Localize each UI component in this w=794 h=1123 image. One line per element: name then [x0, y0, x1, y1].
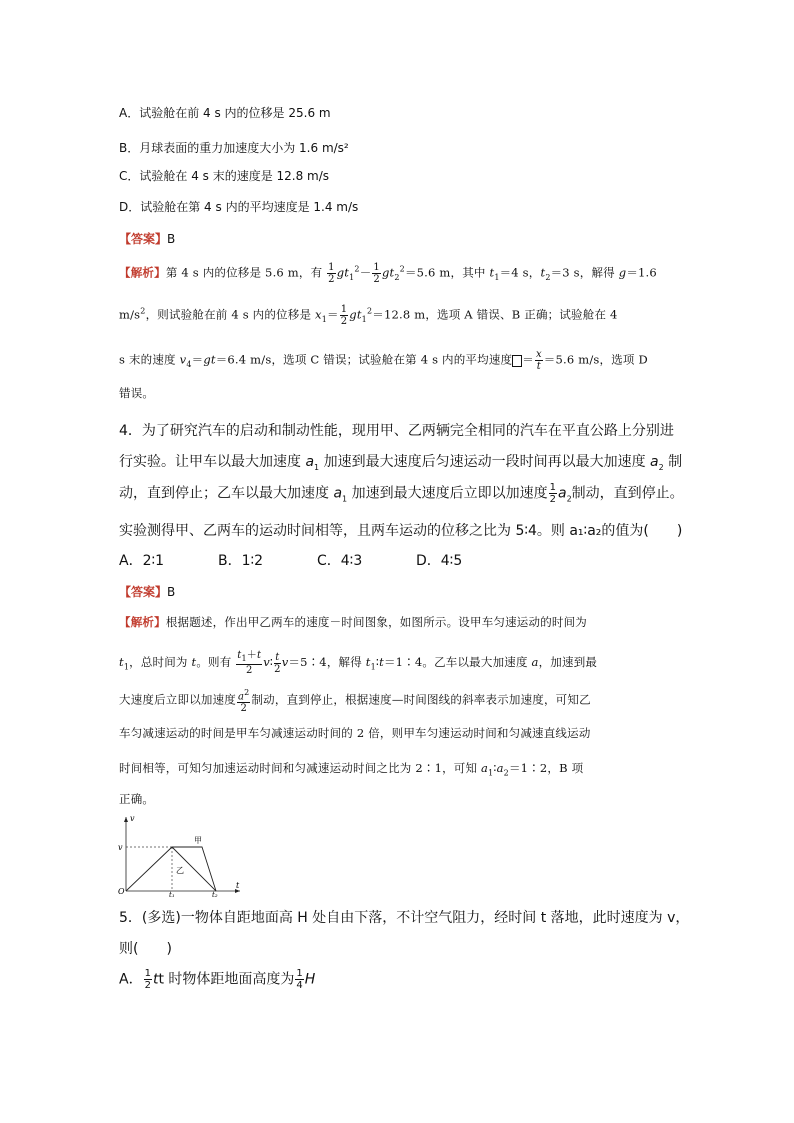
- q4-analysis-line-2: $t_1$，总时间为 t。则有 $\frac{t_1+t}{2}$ v∶ $\frac{t}{2}$ v＝5∶4，解得 $t_1∶t=1∶4$。乙车以最大加速度 a，加速到最: [119, 650, 598, 676]
- analysis-tag: 【解析】: [119, 265, 166, 280]
- q3-option-a: A．试验舱在前 4 s 内的位移是 25.6 m: [119, 106, 331, 120]
- t1-label: t₁: [169, 891, 175, 898]
- q4-analysis-line-3: 大速度后立即以加速度 $\frac{a^2}{2}$ 制动，直到停止，根据速度—时间图线的斜率表示加速度，可知乙: [119, 688, 591, 715]
- answer-value: B: [167, 232, 176, 246]
- line-jia: [126, 847, 216, 891]
- q4-stem-line-1: 4．为了研究汽车的启动和制动性能，现用甲、乙两辆完全相同的汽车在平直公路上分别进: [119, 423, 674, 439]
- t-axis-label: t: [236, 881, 240, 890]
- q4-stem-line-4: 实验测得甲、乙两车的运动时间相等，且两车运动的位移之比为 5∶4。则 a₁∶a₂的值为( ): [119, 523, 683, 539]
- v-axis-arrow: [124, 817, 128, 822]
- v-level-label: v: [118, 843, 123, 852]
- t2-label: t₂: [212, 891, 218, 898]
- q4-stem-line-3: 动，直到停止；乙车以最大加速度 $a_1$ 加速到最大速度后立即以加速度 $\frac{1}{2}$ $a_2$制动，直到停止。: [119, 482, 684, 505]
- label-jia: 甲: [194, 836, 202, 845]
- label-yi: 乙: [176, 866, 184, 875]
- q4-stem-line-2: 行实验。让甲车以最大加速度 $a_1$ 加速到最大速度后匀速运动一段时间再以最大加速度 $a_2$ 制: [119, 454, 683, 472]
- q3-analysis-line-1: 【解析】第 4 s 内的位移是 5.6 m，有 $\frac{1}{2}$ $gt_1^2-$ $\frac{1}{2}$ $gt_2^2=5.6$ m，其中 $t_1=4$ s，$t_2=3$ s，解得 g＝1.6: [119, 262, 657, 285]
- q5-stem-line-2: 则( ): [119, 941, 172, 957]
- answer-tag: 【答案】: [119, 585, 168, 599]
- analysis-tag: 【解析】: [119, 615, 166, 629]
- q4-answer: [119, 583, 175, 600]
- v-axis-label: v: [130, 814, 135, 823]
- q3-analysis-line-3: s 末的速度 $v_4=gt=6.4$ m/s，选项 C 错误；试验舱在第 4 s 内的平均速度 ＝ $\frac{x}{t}$ ＝5.6 m/s，选项 D: [119, 349, 648, 372]
- q4-analysis-line-5: 时间相等，可知匀加速运动时间和匀减速运动时间之比为 2∶1，可知 $a_1∶a_2=1∶2$，B 项: [119, 761, 584, 778]
- answer-tag: 【答案】: [119, 232, 168, 246]
- origin-label: O: [118, 887, 125, 896]
- q3-answer: [119, 230, 175, 247]
- q4-choice-c: C．4∶3: [317, 553, 363, 569]
- q3-option-c: C．试验舱在 4 s 末的速度是 12.8 m/s: [119, 169, 330, 183]
- q4-analysis-line-4: 车匀减速运动的时间是甲车匀减速运动时间的 2 倍，则甲车匀速运动时间和匀减速直线运动: [119, 726, 591, 740]
- q3-analysis-line-4: 错误。: [119, 386, 155, 400]
- q4-choice-a: A．2∶1: [119, 553, 165, 569]
- q3-analysis-line-2: $m/s^2$，则试验舱在前 4 s 内的位移是 $x_1=$ $\frac{1}{2}$ $gt_1^2=12.8$ m，选项 A 错误、B 正确；试验舱在 4: [119, 304, 618, 327]
- q3-option-d: D．试验舱在第 4 s 内的平均速度是 1.4 m/s: [119, 200, 359, 214]
- answer-value: B: [167, 585, 176, 599]
- q4-choice-b: B．1∶2: [218, 553, 264, 569]
- velocity-time-graph: [114, 813, 244, 898]
- q5-option-a: A． $\frac{1}{2}$ tt 时物体距地面高度为 $\frac{1}{4}$ H: [119, 968, 316, 991]
- q4-analysis-line-6: 正确。: [119, 792, 155, 806]
- q3-option-b: B．月球表面的重力加速度大小为 1.6 m/s²: [119, 141, 349, 155]
- q4-analysis-line-1: 【解析】根据题述，作出甲乙两车的速度－时间图象，如图所示。设甲车匀速运动的时间为: [119, 615, 588, 629]
- q4-choices: [119, 550, 515, 570]
- q4-choice-d: D．4∶5: [416, 553, 463, 569]
- q5-stem-line-1: 5．(多选)一物体自距地面高 H 处自由下落，不计空气阻力，经时间 t 落地，此时速度为 v，: [119, 910, 690, 926]
